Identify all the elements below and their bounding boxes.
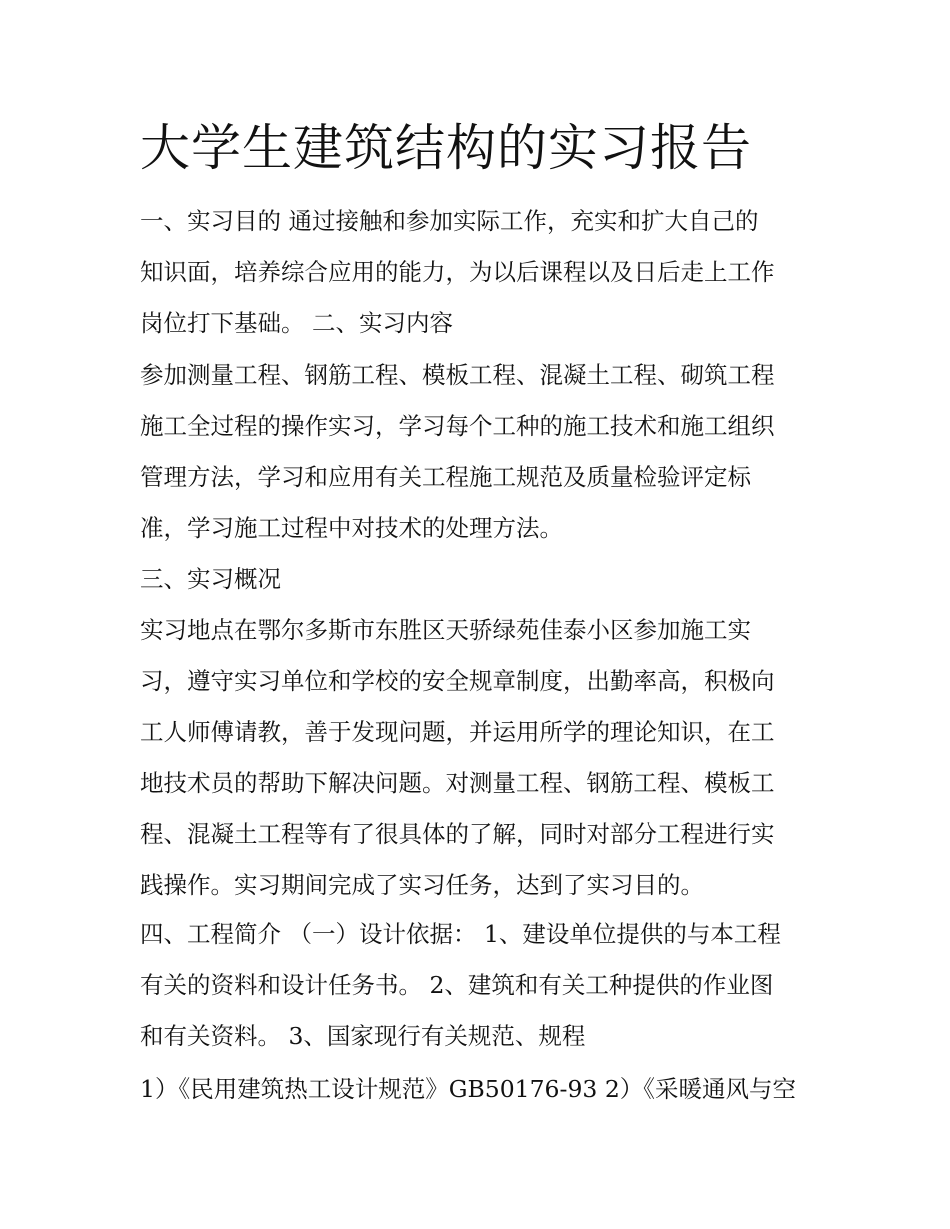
body-line-1: 一、实习目的 通过接触和参加实际工作，充实和扩大自己的 xyxy=(140,207,759,235)
body-line-4: 参加测量工程、钢筋工程、模板工程、混凝土工程、砌筑工程 xyxy=(140,361,775,389)
body-line-11: 工人师傅请教，善于发现问题，并运用所学的理论知识，在工 xyxy=(140,718,775,746)
body-line-14: 践操作。实习期间完成了实习任务，达到了实习目的。 xyxy=(140,871,704,899)
body-line-3: 岗位打下基础。 二、实习内容 xyxy=(140,309,453,337)
body-line-9: 实习地点在鄂尔多斯市东胜区天骄绿苑佳泰小区参加施工实 xyxy=(140,616,751,644)
body-line-12: 地技术员的帮助下解决问题。对测量工程、钢筋工程、模板工 xyxy=(140,769,775,797)
body-line-18: 1）《民用建筑热工设计规范》GB50176-93 2）《采暖通风与空 xyxy=(140,1075,797,1103)
body-line-8: 三、实习概况 xyxy=(140,565,281,593)
body-line-13: 程、混凝土工程等有了很具体的了解，同时对部分工程进行实 xyxy=(140,820,775,848)
body-line-7: 准，学习施工过程中对技术的处理方法。 xyxy=(140,514,563,542)
body-line-16: 有关的资料和设计任务书。 2、建筑和有关工种提供的作业图 xyxy=(140,971,774,999)
body-line-15: 四、工程简介 （一）设计依据： 1、建设单位提供的与本工程 xyxy=(140,920,781,948)
body-line-2: 知识面，培养综合应用的能力，为以后课程以及日后走上工作 xyxy=(140,258,775,286)
document-title: 大学生建筑结构的实习报告 xyxy=(140,119,752,177)
body-line-17: 和有关资料。 3、国家现行有关规范、规程 xyxy=(140,1022,586,1050)
body-line-5: 施工全过程的操作实习，学习每个工种的施工技术和施工组织 xyxy=(140,412,775,440)
body-line-10: 习，遵守实习单位和学校的安全规章制度，出勤率高，积极向 xyxy=(140,667,775,695)
body-line-6: 管理方法，学习和应用有关工程施工规范及质量检验评定标 xyxy=(140,463,751,491)
